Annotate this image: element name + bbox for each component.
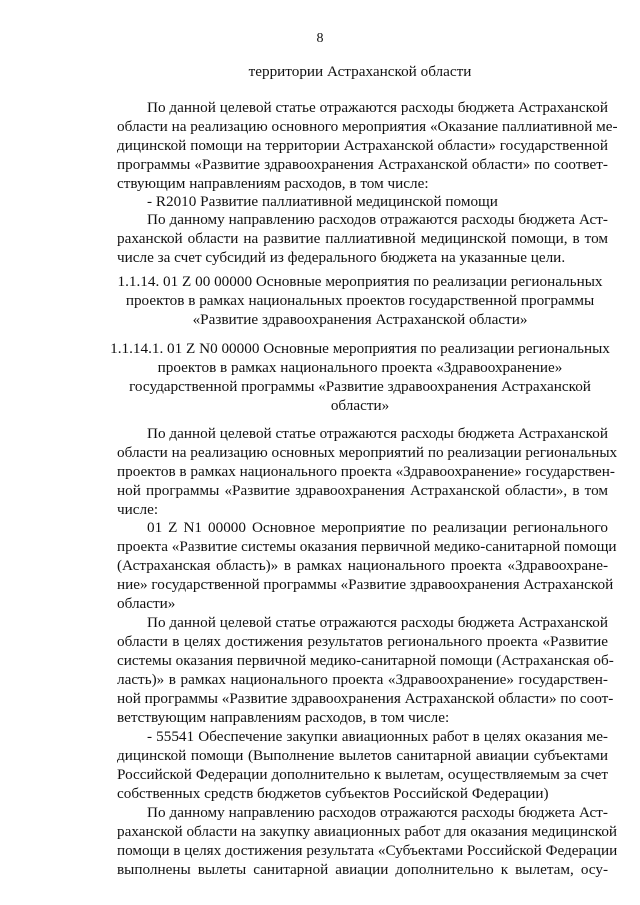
text-line: ной программы «Развитие здравоохранения Астраханской области» по соот- xyxy=(117,690,614,707)
text-line: ной программы «Развитие здравоохранения Астраханской области», в том xyxy=(117,482,608,499)
text-line: - R2010 Развитие паллиативной медицинской помощи xyxy=(147,193,498,210)
text-line: дицинской помощи (Выполнение вылетов санитарной авиации субъектами xyxy=(117,747,608,764)
text-line: помощи в целях достижения результата «Субъектами Российской Федерации xyxy=(117,842,618,859)
text-line: программы «Развитие здравоохранения Астраханской области» по соответ- xyxy=(117,156,608,173)
text-line: области» xyxy=(117,595,176,612)
text-line: По данному направлению расходов отражаются расходы бюджета Аст- xyxy=(147,211,608,228)
text-line: По данному направлению расходов отражаются расходы бюджета Аст- xyxy=(147,804,608,821)
text-line: области» xyxy=(330,397,390,414)
text-line: - 55541 Обеспечение закупки авиационных работ в целях оказания ме- xyxy=(147,728,608,745)
text-line: системы оказания первичной медико-санитарной помощи (Астраханская об- xyxy=(117,652,614,669)
section-heading: территории Астраханской области xyxy=(248,63,472,80)
text-line: области в целях достижения результатов регионального проекта «Развитие xyxy=(117,633,608,650)
text-line: проектов в рамках национальных проектов государственной программы xyxy=(125,292,595,309)
text-line: ствующим направлениям расходов, в том числе: xyxy=(117,175,429,192)
text-line: числе: xyxy=(117,501,159,518)
text-line: проектов в рамках национального проекта «Здравоохранение» xyxy=(157,359,563,376)
text-line: области на реализацию основного мероприятия «Оказание паллиативной ме- xyxy=(117,118,618,135)
text-line: числе за счет субсидий из федерального бюджета на указанные цели. xyxy=(117,249,566,266)
section-heading: 1.1.14.1. 01 Z N0 00000 Основные мероприятия по реализации региональных xyxy=(110,340,610,357)
text-line: области на реализацию основных мероприятий по реализации региональных xyxy=(117,444,618,461)
text-line: раханской области на закупку авиационных работ для оказания медицинской xyxy=(117,823,618,840)
text-line: По данной целевой статье отражаются расходы бюджета Астраханской xyxy=(147,614,608,631)
text-line: (Астраханская область)» в рамках национального проекта «Здравоохране- xyxy=(117,557,608,574)
text-line: ласть)» в рамках национального проекта «Здравоохранение» государствен- xyxy=(117,671,608,688)
text-line: «Развитие здравоохранения Астраханской области» xyxy=(192,311,528,328)
text-line: Российской Федерации дополнительно к вылетам, осуществляемым за счет xyxy=(117,766,608,783)
text-line: ветствующим направлениям расходов, в том числе: xyxy=(117,709,450,726)
text-line: раханской области на развитие паллиативной медицинской помощи, в том xyxy=(117,230,608,247)
text-line: собственных средств бюджетов субъектов Российской Федерации) xyxy=(117,785,549,802)
text-line: 01 Z N1 00000 Основное мероприятие по реализации регионального xyxy=(147,519,608,536)
text-line: ние» государственной программы «Развитие здравоохранения Астраханской xyxy=(117,576,614,593)
text-line: По данной целевой статье отражаются расходы бюджета Астраханской xyxy=(147,99,608,116)
text-line: проекта «Развитие системы оказания первичной медико-санитарной помощи xyxy=(117,538,617,555)
page-number: 8 xyxy=(316,31,324,46)
text-line: выполнены вылеты санитарной авиации дополнительно к вылетам, осу- xyxy=(117,861,608,878)
section-heading: 1.1.14. 01 Z 00 00000 Основные мероприятия по реализации региональных xyxy=(117,273,603,290)
text-line: государственной программы «Развитие здравоохранения Астраханской xyxy=(129,378,591,395)
text-line: дицинской помощи на территории Астраханской области» государственной xyxy=(117,137,608,154)
text-line: проектов в рамках национального проекта «Здравоохранение» государствен- xyxy=(117,463,615,480)
text-line: По данной целевой статье отражаются расходы бюджета Астраханской xyxy=(147,425,608,442)
